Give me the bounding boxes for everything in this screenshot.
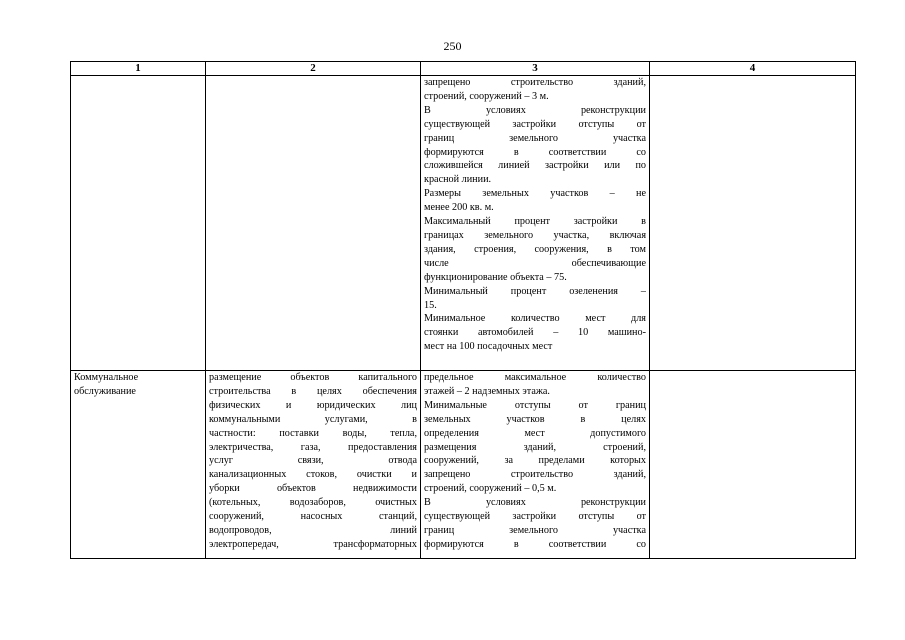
cell-text-line: определения мест допустимого [424,427,646,439]
cell-text-line: В условиях реконструкции [424,104,646,116]
cell-text-line: строений, сооружений – 3 м. [424,90,549,102]
cell-text-line: коммунальными услугами, в [209,413,417,425]
cell-text-line: Коммунальное [74,372,139,383]
cell-text-line: запрещено строительство зданий, [424,469,646,481]
table-cell-col3 [421,76,650,371]
cell-text-line: границах земельного участка, включая [424,229,646,241]
table-cell-col4 [650,76,856,371]
table-cell-col2 [206,76,421,371]
regulations-table [70,61,856,559]
cell-text-line: канализационных стоков, очистки и [209,469,417,481]
cell-text-line: менее 200 кв. м. [424,202,494,214]
table-cell-col3 [421,371,650,559]
cell-text-line: формируются в соответствии со [424,538,646,550]
cell-text-line: границ земельного участка [424,132,646,144]
table-row [71,371,856,559]
cell-text-line: сооружений, насосных станций, [209,511,417,523]
cell-text-line: электричества, газа, предоставления [209,441,417,453]
cell-text-line: (котельных, водозаборов, очистных [209,497,417,509]
cell-text-line: мест на 100 посадочных мест [424,341,553,353]
table-cell-col1 [71,371,206,559]
cell-text-line: Максимальный процент застройки в [424,216,646,228]
cell-text-line: земельных участков в целях [424,413,646,425]
column-header-4: 4 [650,62,856,76]
page-number: 250 [443,39,462,53]
column-header-3: 3 [421,62,650,76]
cell-text-line: строений, сооружений – 0,5 м. [424,483,557,495]
cell-text-line: этажей – 2 надземных этажа. [424,385,550,397]
cell-text-line: Минимальные отступы от границ [424,399,646,411]
column-header-2: 2 [206,62,421,76]
cell-text-line: здания, строения, сооружения, в том [424,243,646,255]
cell-text-line: предельное максимальное количество [424,372,646,383]
cell-text-line: существующей застройки отступы от [424,511,646,523]
cell-text-line: существующей застройки отступы от [424,118,646,130]
cell-text-line: запрещено строительство зданий, [424,77,646,88]
cell-text-line: 15. [424,299,437,311]
cell-text-line: уборки объектов недвижимости [209,483,417,495]
header-row [71,62,856,76]
cell-text-line: размещения зданий, строений, [424,441,646,453]
cell-text-line: услуг связи, отвода [209,455,417,467]
cell-text-line: формируются в соответствии со [424,146,646,158]
cell-text-line: функционирование объекта – 75. [424,271,567,283]
table-cell-col4 [650,371,856,559]
cell-text-line: водопроводов, линий [209,524,417,536]
table-cell-col2 [206,371,421,559]
cell-text-line: границ земельного участка [424,524,646,536]
column-header-1: 1 [71,62,206,76]
cell-text-line: частности: поставки воды, тепла, [209,427,417,439]
cell-text-line: строительства в целях обеспечения [209,385,417,397]
cell-text-line: сложившейся линией застройки или по [424,160,646,172]
table-row [71,76,856,371]
cell-text-line: стоянки автомобилей – 10 машино- [424,327,646,339]
cell-text-line: числе обеспечивающие [424,257,646,269]
cell-text-line: обслуживание [74,385,136,397]
cell-text-line: физических и юридических лиц [209,399,417,411]
cell-text-line: размещение объектов капитального [209,372,417,383]
cell-text-line: Размеры земельных участков – не [424,188,646,200]
cell-text-line: Минимальное количество мест для [424,313,646,325]
cell-text-line: В условиях реконструкции [424,497,646,509]
table-cell-col1 [71,76,206,371]
cell-text-line: сооружений, за пределами которых [424,455,646,467]
cell-text-line: электропередач, трансформаторных [209,538,417,550]
cell-text-line: Минимальный процент озеленения – [424,285,646,297]
cell-text-line: красной линии. [424,174,492,186]
